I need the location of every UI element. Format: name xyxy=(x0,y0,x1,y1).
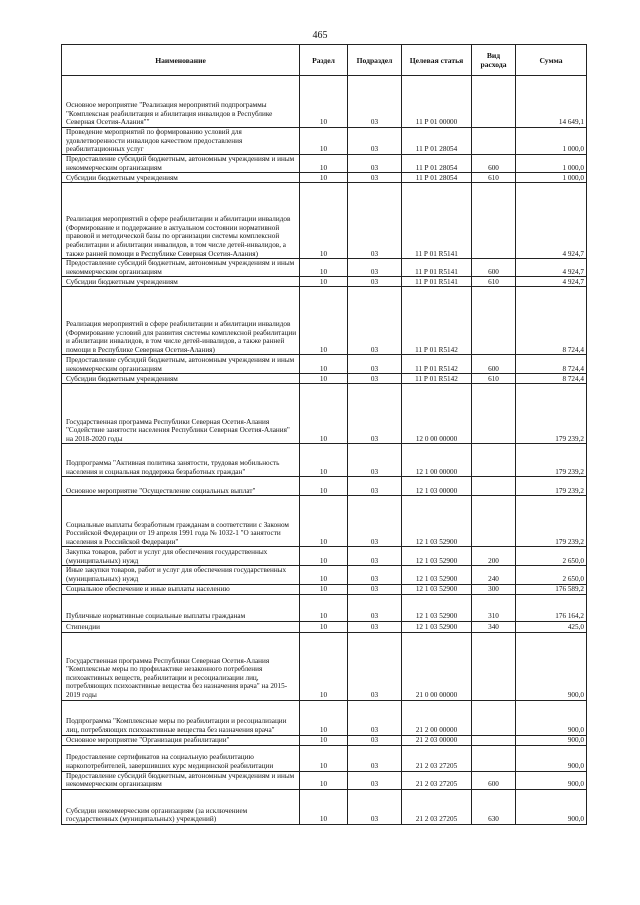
table-row xyxy=(62,496,587,547)
cell-target: 12 1 03 52900 xyxy=(402,584,472,594)
cell-expense xyxy=(472,700,516,735)
cell-expense: 240 xyxy=(472,566,516,584)
cell-sum: 1 000,0 xyxy=(516,155,587,173)
cell-sum: 4 924,7 xyxy=(516,277,587,287)
table-row xyxy=(62,745,587,771)
cell-name: Предоставление сертификатов на социальную реабилитацию наркопотребителей, завершивших курс медицинской реабилитации xyxy=(62,745,300,771)
cell-section: 10 xyxy=(300,183,348,259)
cell-expense: 600 xyxy=(472,355,516,374)
cell-subsection: 03 xyxy=(348,496,402,547)
cell-name: Реализация мероприятий в сфере реабилитации и абилитации инвалидов (Формирование и поддержание в актуальном состоянии нормативной правовой и методической базы по организации системы комплексной реабилитации и абилитации инвалидов, в том числе детей-инвалидов, а также ранней помощи в Республике Северная Осетия-Алания) xyxy=(62,183,300,259)
cell-subsection: 03 xyxy=(348,700,402,735)
cell-expense xyxy=(472,477,516,496)
cell-target: 12 0 00 00000 xyxy=(402,384,472,444)
cell-section: 10 xyxy=(300,259,348,277)
cell-sum: 4 924,7 xyxy=(516,259,587,277)
cell-section: 10 xyxy=(300,547,348,566)
cell-section: 10 xyxy=(300,155,348,173)
cell-target: 11 Р 01 R5142 xyxy=(402,355,472,374)
cell-section: 10 xyxy=(300,355,348,374)
cell-expense xyxy=(472,287,516,355)
cell-name: Основное мероприятие "Реализация мероприятий подпрограммы "Комплексная реабилитация и абилитация инвалидов в Республике Северная Осетия-Алания"" xyxy=(62,76,300,128)
cell-sum: 14 649,1 xyxy=(516,76,587,128)
cell-subsection: 03 xyxy=(348,277,402,287)
cell-name: Подпрограмма "Комплексные меры по реабилитации и ресоциализации лиц, потребляющих психоактивные вещества без назначения врача" xyxy=(62,700,300,735)
cell-subsection: 03 xyxy=(348,128,402,155)
cell-section: 10 xyxy=(300,632,348,700)
table-row xyxy=(62,374,587,384)
cell-sum: 179 239,2 xyxy=(516,444,587,477)
cell-target: 11 Р 01 28054 xyxy=(402,155,472,173)
cell-subsection: 03 xyxy=(348,621,402,632)
table-row xyxy=(62,155,587,173)
table-row xyxy=(62,584,587,594)
cell-subsection: 03 xyxy=(348,76,402,128)
cell-target: 11 Р 01 R5142 xyxy=(402,287,472,355)
cell-target: 12 1 03 52900 xyxy=(402,566,472,584)
cell-expense: 610 xyxy=(472,374,516,384)
cell-subsection: 03 xyxy=(348,384,402,444)
cell-name: Проведение мероприятий по формированию условий для удовлетворенности инвалидов качеством предоставления реабилитационных услуг xyxy=(62,128,300,155)
cell-sum: 1 000,0 xyxy=(516,128,587,155)
cell-subsection: 03 xyxy=(348,477,402,496)
cell-name: Закупка товаров, работ и услуг для обеспечения государственных (муниципальных) нужд xyxy=(62,547,300,566)
cell-sum: 900,0 xyxy=(516,700,587,735)
cell-expense xyxy=(472,745,516,771)
cell-target: 11 Р 01 R5141 xyxy=(402,183,472,259)
cell-expense: 340 xyxy=(472,621,516,632)
cell-sum: 176 589,2 xyxy=(516,584,587,594)
cell-target: 11 Р 01 R5142 xyxy=(402,374,472,384)
cell-expense xyxy=(472,496,516,547)
cell-sum: 900,0 xyxy=(516,771,587,789)
cell-name: Основное мероприятие "Организация реабилитации" xyxy=(62,735,300,745)
cell-target: 12 1 03 52900 xyxy=(402,621,472,632)
cell-name: Предоставление субсидий бюджетным, автономным учреждениям и иным некоммерческим организациям xyxy=(62,259,300,277)
header-sum: Сумма xyxy=(516,45,587,76)
cell-section: 10 xyxy=(300,771,348,789)
cell-section: 10 xyxy=(300,789,348,824)
cell-target: 11 Р 01 28054 xyxy=(402,128,472,155)
cell-section: 10 xyxy=(300,76,348,128)
header-section: Раздел xyxy=(300,45,348,76)
cell-expense: 300 xyxy=(472,584,516,594)
table-row xyxy=(62,76,587,128)
cell-section: 10 xyxy=(300,594,348,621)
cell-target: 21 0 00 00000 xyxy=(402,632,472,700)
cell-sum: 179 239,2 xyxy=(516,384,587,444)
cell-subsection: 03 xyxy=(348,547,402,566)
cell-sum: 176 164,2 xyxy=(516,594,587,621)
table-row xyxy=(62,700,587,735)
table-row xyxy=(62,384,587,444)
cell-expense xyxy=(472,76,516,128)
cell-target: 12 1 03 52900 xyxy=(402,594,472,621)
cell-subsection: 03 xyxy=(348,632,402,700)
cell-sum: 425,0 xyxy=(516,621,587,632)
cell-expense xyxy=(472,384,516,444)
cell-section: 10 xyxy=(300,287,348,355)
cell-sum: 8 724,4 xyxy=(516,287,587,355)
budget-table xyxy=(61,44,587,825)
cell-subsection: 03 xyxy=(348,155,402,173)
cell-name: Субсидии бюджетным учреждениям xyxy=(62,277,300,287)
cell-expense: 200 xyxy=(472,547,516,566)
cell-expense xyxy=(472,632,516,700)
cell-expense xyxy=(472,128,516,155)
cell-expense xyxy=(472,735,516,745)
cell-name: Иные закупки товаров, работ и услуг для обеспечения государственных (муниципальных) нужд xyxy=(62,566,300,584)
header-name: Наименование xyxy=(62,45,300,76)
cell-sum: 8 724,4 xyxy=(516,355,587,374)
cell-sum: 2 650,0 xyxy=(516,547,587,566)
cell-sum: 900,0 xyxy=(516,745,587,771)
cell-section: 10 xyxy=(300,277,348,287)
table-header-row xyxy=(62,45,587,76)
cell-target: 11 Р 01 R5141 xyxy=(402,277,472,287)
table-row xyxy=(62,771,587,789)
cell-subsection: 03 xyxy=(348,183,402,259)
cell-target: 21 2 03 27205 xyxy=(402,771,472,789)
cell-subsection: 03 xyxy=(348,745,402,771)
header-expense: Вид расхода xyxy=(472,45,516,76)
table-row xyxy=(62,128,587,155)
cell-name: Субсидии бюджетным учреждениям xyxy=(62,173,300,183)
cell-subsection: 03 xyxy=(348,566,402,584)
table-row xyxy=(62,444,587,477)
table-row xyxy=(62,594,587,621)
cell-name: Субсидии некоммерческим организациям (за исключением государственных (муниципальных) учреждений) xyxy=(62,789,300,824)
cell-target: 11 Р 01 R5141 xyxy=(402,259,472,277)
cell-name: Социальное обеспечение и иные выплаты населению xyxy=(62,584,300,594)
table-body xyxy=(62,76,587,825)
cell-section: 10 xyxy=(300,700,348,735)
table-row xyxy=(62,287,587,355)
cell-section: 10 xyxy=(300,621,348,632)
table-row xyxy=(62,477,587,496)
cell-target: 21 2 00 00000 xyxy=(402,700,472,735)
cell-name: Основное мероприятие "Осуществление социальных выплат" xyxy=(62,477,300,496)
cell-subsection: 03 xyxy=(348,789,402,824)
cell-sum: 900,0 xyxy=(516,735,587,745)
cell-section: 10 xyxy=(300,374,348,384)
header-target: Целевая статья xyxy=(402,45,472,76)
cell-section: 10 xyxy=(300,745,348,771)
table-row xyxy=(62,355,587,374)
cell-name: Публичные нормативные социальные выплаты гражданам xyxy=(62,594,300,621)
cell-name: Предоставление субсидий бюджетным, автономным учреждениям и иным некоммерческим организациям xyxy=(62,155,300,173)
table-row xyxy=(62,566,587,584)
cell-name: Стипендии xyxy=(62,621,300,632)
cell-name: Подпрограмма "Активная политика занятости, трудовая мобильность населения и социальная поддержка безработных граждан" xyxy=(62,444,300,477)
table-row xyxy=(62,621,587,632)
cell-expense: 310 xyxy=(472,594,516,621)
cell-expense: 630 xyxy=(472,789,516,824)
cell-section: 10 xyxy=(300,128,348,155)
cell-name: Предоставление субсидий бюджетным, автономным учреждениям и иным некоммерческим организациям xyxy=(62,355,300,374)
cell-name: Предоставление субсидий бюджетным, автономным учреждениям и иным некоммерческим организациям xyxy=(62,771,300,789)
cell-name: Социальные выплаты безработным гражданам в соответствии с Законом Российской Федерации от 19 апреля 1991 года № 1032-1 "О занятости населения в Российской Федерации" xyxy=(62,496,300,547)
cell-target: 12 1 03 52900 xyxy=(402,547,472,566)
cell-expense: 600 xyxy=(472,771,516,789)
cell-sum: 2 650,0 xyxy=(516,566,587,584)
cell-section: 10 xyxy=(300,566,348,584)
table-row xyxy=(62,277,587,287)
cell-sum: 1 000,0 xyxy=(516,173,587,183)
cell-target: 11 Р 01 00000 xyxy=(402,76,472,128)
cell-subsection: 03 xyxy=(348,374,402,384)
cell-sum: 179 239,2 xyxy=(516,496,587,547)
cell-name: Государственная программа Республики Северная Осетия-Алания "Содействие занятости населения Республики Северная Осетия-Алания" на 2018-2020 годы xyxy=(62,384,300,444)
cell-name: Субсидии бюджетным учреждениям xyxy=(62,374,300,384)
cell-sum: 900,0 xyxy=(516,789,587,824)
cell-expense: 600 xyxy=(472,155,516,173)
cell-target: 21 2 03 27205 xyxy=(402,789,472,824)
cell-name: Реализация мероприятий в сфере реабилитации и абилитации инвалидов (Формирование условий для развития системы комплексной реабилитации и абилитации инвалидов, в том числе детей-инвалидов, а также ранней помощи в Республике Северная Осетия-Алания) xyxy=(62,287,300,355)
cell-target: 12 1 03 52900 xyxy=(402,496,472,547)
cell-target: 21 2 03 00000 xyxy=(402,735,472,745)
cell-sum: 8 724,4 xyxy=(516,374,587,384)
cell-subsection: 03 xyxy=(348,771,402,789)
table-row xyxy=(62,632,587,700)
cell-sum: 4 924,7 xyxy=(516,183,587,259)
cell-expense: 600 xyxy=(472,259,516,277)
cell-target: 21 2 03 27205 xyxy=(402,745,472,771)
cell-subsection: 03 xyxy=(348,735,402,745)
cell-subsection: 03 xyxy=(348,444,402,477)
cell-sum: 900,0 xyxy=(516,632,587,700)
cell-section: 10 xyxy=(300,584,348,594)
cell-subsection: 03 xyxy=(348,287,402,355)
cell-subsection: 03 xyxy=(348,594,402,621)
cell-section: 10 xyxy=(300,384,348,444)
cell-target: 11 Р 01 28054 xyxy=(402,173,472,183)
cell-expense xyxy=(472,444,516,477)
cell-section: 10 xyxy=(300,735,348,745)
cell-subsection: 03 xyxy=(348,584,402,594)
cell-target: 12 1 03 00000 xyxy=(402,477,472,496)
cell-expense xyxy=(472,183,516,259)
cell-section: 10 xyxy=(300,496,348,547)
table-row xyxy=(62,183,587,259)
cell-expense: 610 xyxy=(472,277,516,287)
cell-sum: 179 239,2 xyxy=(516,477,587,496)
page-number: 465 xyxy=(312,30,328,41)
cell-section: 10 xyxy=(300,444,348,477)
cell-subsection: 03 xyxy=(348,355,402,374)
cell-expense: 610 xyxy=(472,173,516,183)
cell-target: 12 1 00 00000 xyxy=(402,444,472,477)
cell-name: Государственная программа Республики Северная Осетия-Алания "Комплексные меры по профилактике незаконного потребления психоактивных веществ, реабилитации и ресоциализации лиц, потребляющих психоактивные вещества без назначения врача" на 2015-2019 годы xyxy=(62,632,300,700)
table-row xyxy=(62,173,587,183)
cell-section: 10 xyxy=(300,477,348,496)
table-row xyxy=(62,789,587,824)
table-row xyxy=(62,259,587,277)
cell-subsection: 03 xyxy=(348,259,402,277)
table-row xyxy=(62,735,587,745)
table-row xyxy=(62,547,587,566)
header-subsection: Подраздел xyxy=(348,45,402,76)
cell-section: 10 xyxy=(300,173,348,183)
cell-subsection: 03 xyxy=(348,173,402,183)
